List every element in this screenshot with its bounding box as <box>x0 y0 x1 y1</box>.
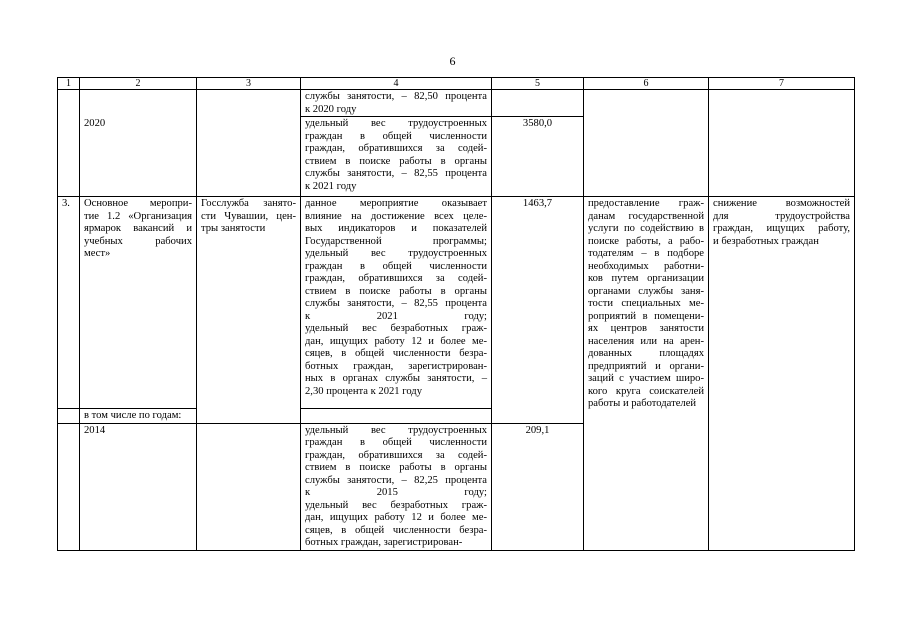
text-line: к 2021 году; <box>305 310 487 322</box>
indicator-cell <box>301 423 492 550</box>
amount-cell: 3580,0 <box>492 117 584 197</box>
column-number: 7 <box>709 78 855 90</box>
text-line: ных в органах службы занятости, – <box>305 373 487 384</box>
text-line: мест» <box>84 248 111 259</box>
text-line: услуги по содействию в <box>588 223 704 234</box>
text-line: данное мероприятие оказывает <box>305 198 487 209</box>
column-number: 4 <box>301 78 492 90</box>
text-line: и безработных граждан <box>713 235 819 247</box>
year-cell: 2014 <box>80 423 197 550</box>
text-line: тие 1.2 «Организация <box>84 210 192 222</box>
text-line: роприятий в помещени- <box>588 310 704 322</box>
text-line: предоставление граж- <box>588 198 704 209</box>
indicator-cell <box>301 197 492 409</box>
text-line: тодателям – в подборе <box>588 248 704 259</box>
text-line: Госслужба занято- <box>201 198 296 209</box>
text-line: удельный вес трудоустроенных <box>305 118 487 129</box>
by-years-label: в том числе по годам: <box>80 409 197 424</box>
indicator-cell <box>301 90 492 117</box>
text-line: к 2020 году <box>305 103 357 115</box>
column-number: 5 <box>492 78 584 90</box>
amount-cell: 209,1 <box>492 423 584 550</box>
text-line: тры занятости <box>201 223 266 234</box>
text-line: населения или на арен- <box>588 335 704 347</box>
measure-name-cell <box>80 197 197 409</box>
text-line: службы занятости, – 82,55 процента <box>305 298 487 309</box>
program-table <box>57 77 855 551</box>
text-line: снижение возможностей <box>713 198 850 209</box>
measure-number: 3. <box>58 197 80 409</box>
text-line: граждан, ищущих работу, <box>713 223 850 234</box>
column-number: 3 <box>197 78 301 90</box>
text-line: граждан в общей численности <box>305 260 487 272</box>
text-line: сяцев, в общей численности безра- <box>305 524 487 536</box>
text-line: Основное меропри- <box>84 198 192 209</box>
text-line: службы занятости, – 82,55 процента <box>305 168 487 179</box>
text-line: дованных площадях <box>588 348 704 359</box>
text-line: учебных рабочих <box>84 235 192 247</box>
text-line: граждан в общей численности <box>305 437 487 448</box>
text-line: сти Чувашии, цен- <box>201 210 296 222</box>
text-line: ях центров занятости <box>588 323 704 334</box>
text-line: удельный вес трудоустроенных <box>305 424 487 436</box>
amount-cell: 1463,7 <box>492 197 584 424</box>
column-number-row <box>58 78 855 90</box>
table-row-measure <box>58 197 855 409</box>
text-line: граждан, обратившихся за содей- <box>305 273 487 284</box>
text-line: поиске работы, а рабо- <box>588 235 704 247</box>
column-number: 6 <box>584 78 709 90</box>
text-line: ствием в поиске работы в органы <box>305 462 487 473</box>
text-line: граждан, обратившихся за содей- <box>305 449 487 461</box>
text-line: к 2015 году; <box>305 487 487 498</box>
text-line: ботных граждан, зарегистрирован- <box>305 537 463 548</box>
text-line: удельный вес трудоустроенных <box>305 248 487 259</box>
text-line: предприятий и органи- <box>588 360 704 372</box>
text-line: удельный вес безработных граж- <box>305 499 487 511</box>
text-line: ствием в поиске работы в органы <box>305 285 487 297</box>
text-line: дан, ищущих работу 12 и более ме- <box>305 335 487 347</box>
text-line: вых индикаторов и показателей <box>305 223 487 234</box>
text-line: дан, ищущих работу 12 и более ме- <box>305 512 487 523</box>
risk-cell <box>709 197 855 551</box>
executor-cell <box>197 197 301 424</box>
table-row-carry <box>58 90 855 117</box>
column-number: 1 <box>58 78 80 90</box>
text-line: сяцев, в общей численности безра- <box>305 348 487 359</box>
text-line: ков путем организации <box>588 273 704 284</box>
text-line: к 2021 году <box>305 180 357 192</box>
text-line: кого круга соискателей <box>588 385 704 397</box>
text-line: ярмарок вакансий и <box>84 223 192 234</box>
text-line: для трудоустройства <box>713 210 850 222</box>
text-line: ботных граждан, зарегистрирован- <box>305 360 487 372</box>
text-line: граждан в общей численности <box>305 130 487 142</box>
text-line: Государственной программы; <box>305 235 487 247</box>
text-line: данам государственной <box>588 210 704 222</box>
result-cell <box>584 197 709 551</box>
column-number: 2 <box>80 78 197 90</box>
indicator-cell <box>301 117 492 197</box>
text-line: службы занятости, – 82,50 процента <box>305 91 487 102</box>
text-line: удельный вес безработных граж- <box>305 323 487 334</box>
year-cell: 2020 <box>80 117 197 197</box>
text-line: 2,30 процента к 2021 году <box>305 385 422 397</box>
page-number: 6 <box>449 54 456 68</box>
text-line: влияние на достижение всех целе- <box>305 210 487 222</box>
text-line: заций с участием широ- <box>588 373 704 384</box>
text-line: необходимых работни- <box>588 260 704 272</box>
text-line: граждан, обратившихся за содей- <box>305 143 487 154</box>
text-line: ствием в поиске работы в органы <box>305 155 487 167</box>
text-line: органами службы заня- <box>588 285 704 297</box>
text-line: работы и работодателей <box>588 398 697 409</box>
text-line: тости специальных ме- <box>588 298 704 309</box>
text-line: службы занятости, – 82,25 процента <box>305 474 487 486</box>
